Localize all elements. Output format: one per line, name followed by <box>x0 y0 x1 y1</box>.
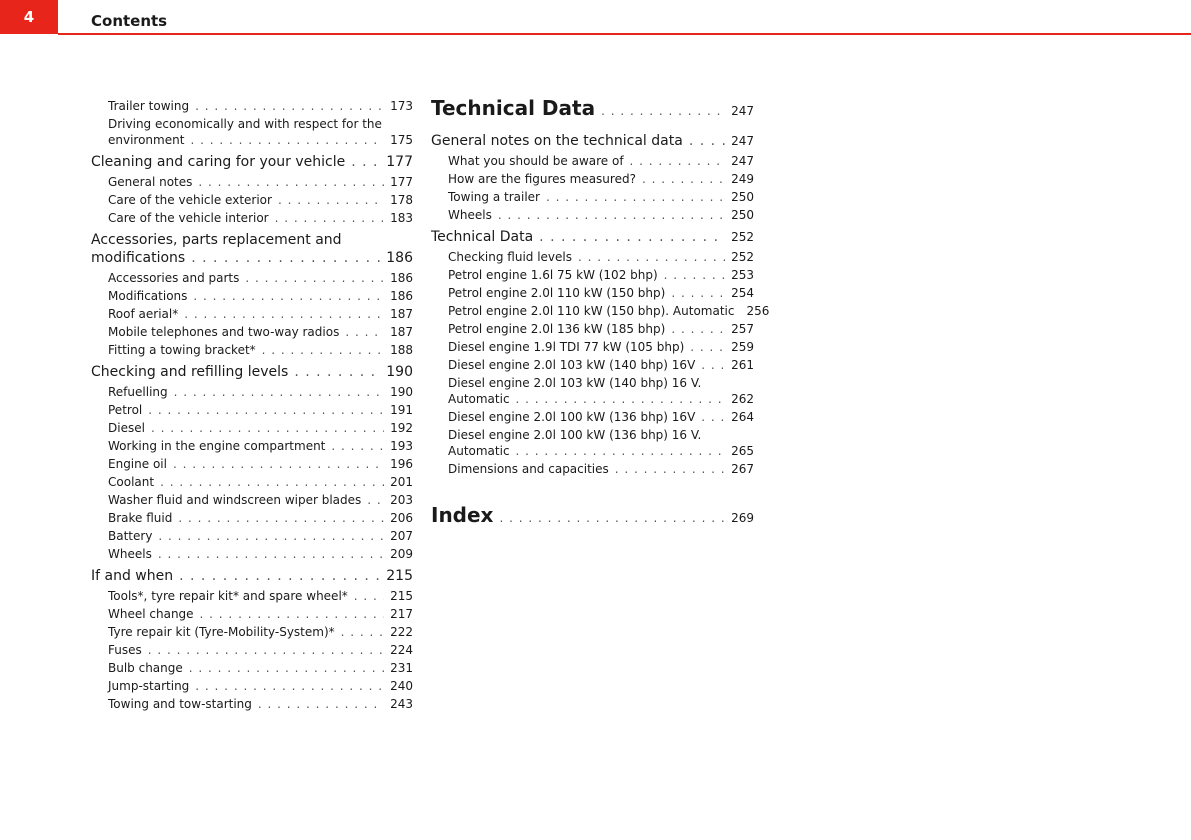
toc-entry[interactable] <box>108 193 413 207</box>
leader-dots <box>689 133 725 149</box>
toc-entry-label: Automatic <box>448 444 510 458</box>
toc-entry-page: 215 <box>390 589 413 603</box>
leader-dots <box>193 289 384 303</box>
toc-entry-label: Refuelling <box>108 385 168 399</box>
leader-dots <box>151 421 384 435</box>
toc-entry-label: General notes <box>108 175 193 189</box>
leader-dots <box>174 385 384 399</box>
toc-entry-label: Brake fluid <box>108 511 173 525</box>
toc-entry-page: 177 <box>390 175 413 189</box>
leader-dots <box>516 444 726 458</box>
toc-entry[interactable] <box>448 322 754 336</box>
leader-dots <box>178 511 384 525</box>
toc-entry[interactable] <box>448 376 754 390</box>
toc-section-page: 190 <box>386 364 413 380</box>
toc-entry-label: Wheels <box>448 208 492 222</box>
leader-dots <box>148 643 384 657</box>
leader-dots <box>615 462 725 476</box>
toc-entry[interactable] <box>448 444 754 458</box>
leader-dots <box>262 343 384 357</box>
leader-dots <box>539 229 725 245</box>
toc-entry-page: 207 <box>390 529 413 543</box>
leader-dots <box>701 358 725 372</box>
leader-dots <box>701 410 725 424</box>
leader-dots <box>546 190 725 204</box>
toc-entry-page: 186 <box>390 271 413 285</box>
leader-dots <box>195 99 384 113</box>
toc-entry[interactable] <box>108 661 413 675</box>
leader-dots <box>191 250 380 266</box>
toc-entry-label: Diesel engine 2.0l 100 kW (136 bhp) 16 V. <box>448 428 702 442</box>
toc-entry-page: 262 <box>731 392 754 406</box>
leader-dots <box>498 208 725 222</box>
toc-section-page: 215 <box>386 568 413 584</box>
toc-entry-label: Engine oil <box>108 457 167 471</box>
toc-chapter-label: Technical Data <box>431 96 596 120</box>
toc-entry-label: Diesel <box>108 421 145 435</box>
toc-entry[interactable] <box>108 325 413 339</box>
toc-entry[interactable] <box>108 385 413 399</box>
leader-dots <box>198 175 384 189</box>
toc-entry-page: 256 <box>746 304 770 318</box>
toc-entry[interactable] <box>108 421 413 435</box>
leader-dots <box>148 403 384 417</box>
toc-entry[interactable] <box>448 250 754 264</box>
toc-entry[interactable] <box>448 268 754 282</box>
toc-entry[interactable] <box>448 410 754 424</box>
leader-dots <box>245 271 384 285</box>
toc-entry-label: Mobile telephones and two-way radios <box>108 325 340 339</box>
toc-entry[interactable] <box>448 154 754 168</box>
toc-entry[interactable] <box>108 697 413 711</box>
toc-entry-label: Diesel engine 1.9l TDI 77 kW (105 bhp) <box>448 340 685 354</box>
toc-chapter-label: Index <box>431 503 494 527</box>
toc-entry-page: 257 <box>731 322 754 336</box>
toc-entry-page: 264 <box>731 410 754 424</box>
toc-entry-page: 259 <box>731 340 754 354</box>
toc-entry[interactable] <box>108 625 413 639</box>
toc-entry-page: 196 <box>390 457 413 471</box>
toc-section-label: If and when <box>91 568 174 584</box>
toc-entry-label: Diesel engine 2.0l 103 kW (140 bhp) 16V <box>448 358 696 372</box>
toc-entry[interactable] <box>108 211 413 225</box>
toc-entry-page: 183 <box>390 211 413 225</box>
toc-entry[interactable] <box>448 190 754 204</box>
toc-entry[interactable] <box>108 607 413 621</box>
toc-chapter[interactable] <box>431 96 754 120</box>
toc-entry-label: Towing a trailer <box>448 190 540 204</box>
leader-dots <box>690 340 725 354</box>
leader-dots <box>499 511 725 525</box>
toc-entry-page: 267 <box>731 462 754 476</box>
toc-entry-label: Tyre repair kit (Tyre-Mobility-System)* <box>108 625 335 639</box>
toc-entry[interactable] <box>448 208 754 222</box>
leader-dots <box>160 475 384 489</box>
header-title: Contents <box>91 12 168 30</box>
toc-entry[interactable] <box>108 289 413 303</box>
toc-entry-page: 203 <box>390 493 413 507</box>
toc-entry-page: 187 <box>390 307 413 321</box>
toc-entry-label: Wheels <box>108 547 152 561</box>
toc-entry[interactable] <box>108 589 413 603</box>
toc-entry-label: Petrol engine 1.6l 75 kW (102 bhp) <box>448 268 658 282</box>
header-rule <box>58 33 1191 35</box>
toc-entry-label: Petrol engine 2.0l 110 kW (150 bhp). Automatic <box>448 304 735 318</box>
leader-dots <box>664 268 725 282</box>
toc-entry[interactable] <box>448 286 754 300</box>
leader-dots <box>367 493 384 507</box>
leader-dots <box>190 133 384 147</box>
page-number-tab: 4 <box>0 0 58 34</box>
toc-entry-label: Washer fluid and windscreen wiper blades <box>108 493 362 507</box>
toc-entry[interactable] <box>108 511 413 525</box>
toc-section[interactable] <box>91 250 413 266</box>
toc-entry-page: 243 <box>390 697 413 711</box>
leader-dots <box>200 607 385 621</box>
toc-entry[interactable] <box>108 175 413 189</box>
toc-entry-page: 240 <box>390 679 413 693</box>
toc-entry-label: Accessories and parts <box>108 271 240 285</box>
toc-entry-page: 254 <box>731 286 754 300</box>
toc-section-page: 247 <box>731 134 754 148</box>
toc-section-label: Cleaning and caring for your vehicle <box>91 154 346 170</box>
toc-entry-label: Driving economically and with respect for the <box>108 117 382 131</box>
toc-entry-label: Petrol engine 2.0l 110 kW (150 bhp) <box>448 286 666 300</box>
toc-entry-label: Coolant <box>108 475 155 489</box>
leader-dots <box>278 193 384 207</box>
leader-dots <box>341 625 384 639</box>
leader-dots <box>258 697 384 711</box>
toc-entry-label: Petrol <box>108 403 143 417</box>
leader-dots <box>331 439 384 453</box>
toc-entry-label: Care of the vehicle interior <box>108 211 269 225</box>
toc-entry[interactable] <box>108 403 413 417</box>
toc-entry-page: 190 <box>390 385 413 399</box>
toc-entry-page: 191 <box>390 403 413 417</box>
toc-section-page: 252 <box>731 230 754 244</box>
toc-section-label: Checking and refilling levels <box>91 364 289 380</box>
toc-entry[interactable] <box>448 172 754 186</box>
toc-section[interactable] <box>431 133 754 149</box>
toc-entry-label: environment <box>108 133 185 147</box>
toc-entry[interactable] <box>108 475 413 489</box>
toc-entry-page: 231 <box>390 661 413 675</box>
toc-entry-page: 188 <box>390 343 413 357</box>
toc-entry-label: Towing and tow-starting <box>108 697 252 711</box>
toc-entry-page: 209 <box>390 547 413 561</box>
toc-entry[interactable] <box>108 457 413 471</box>
leader-dots <box>173 457 384 471</box>
toc-entry-label: Modifications <box>108 289 188 303</box>
leader-dots <box>516 392 726 406</box>
leader-dots <box>189 661 384 675</box>
leader-dots <box>601 104 725 118</box>
toc-section-page: 186 <box>386 250 413 266</box>
leader-dots <box>179 568 380 584</box>
toc-entry-label: Roof aerial* <box>108 307 179 321</box>
toc-entry-label: Working in the engine compartment <box>108 439 326 453</box>
toc-entry[interactable] <box>448 462 754 476</box>
toc-entry-page: 173 <box>390 99 413 113</box>
toc-section[interactable] <box>91 568 413 584</box>
toc-entry-page: 261 <box>731 358 754 372</box>
toc-entry[interactable] <box>108 343 413 357</box>
leader-dots <box>184 307 384 321</box>
toc-section-label: Accessories, parts replacement and <box>91 232 342 248</box>
leader-dots <box>671 322 725 336</box>
toc-entry[interactable] <box>448 340 754 354</box>
leader-dots <box>642 172 725 186</box>
toc-entry-label: Dimensions and capacities <box>448 462 609 476</box>
toc-entry-page: 175 <box>390 133 413 147</box>
toc-section[interactable] <box>431 229 754 245</box>
toc-entry-label: What you should be aware of <box>448 154 624 168</box>
toc-entry-page: 222 <box>390 625 413 639</box>
leader-dots <box>351 154 380 170</box>
toc-entry[interactable] <box>448 428 754 442</box>
toc-entry-label: Trailer towing <box>108 99 190 113</box>
toc-entry[interactable] <box>108 133 413 147</box>
toc-entry[interactable] <box>448 392 754 406</box>
toc-entry-page: 247 <box>731 154 754 168</box>
toc-entry-label: Wheel change <box>108 607 194 621</box>
toc-section-page: 177 <box>386 154 413 170</box>
toc-entry-page: 250 <box>731 190 754 204</box>
toc-entry-page: 253 <box>731 268 754 282</box>
toc-entry-page: 187 <box>390 325 413 339</box>
toc-entry[interactable] <box>108 643 413 657</box>
toc-section[interactable] <box>91 364 413 380</box>
toc-chapter-page: 247 <box>731 104 754 118</box>
toc-entry-label: How are the figures measured? <box>448 172 636 186</box>
toc-entry-label: Care of the vehicle exterior <box>108 193 272 207</box>
leader-dots <box>275 211 384 225</box>
toc-entry[interactable] <box>108 99 413 113</box>
toc-section-label: modifications <box>91 250 186 266</box>
toc-section-label: Technical Data <box>431 229 534 245</box>
leader-dots <box>354 589 384 603</box>
toc-chapter[interactable] <box>431 503 754 527</box>
toc-section[interactable] <box>91 232 413 248</box>
toc-entry-label: Checking fluid levels <box>448 250 573 264</box>
leader-dots <box>158 547 384 561</box>
toc-entry[interactable] <box>448 358 754 372</box>
toc-entry-label: Battery <box>108 529 153 543</box>
toc-section[interactable] <box>91 154 413 170</box>
toc-entry[interactable] <box>108 493 413 507</box>
leader-dots <box>671 286 725 300</box>
leader-dots <box>578 250 725 264</box>
toc-entry-page: 265 <box>731 444 754 458</box>
leader-dots <box>345 325 384 339</box>
toc-entry-page: 186 <box>390 289 413 303</box>
toc-entry[interactable] <box>108 271 413 285</box>
toc-entry-page: 250 <box>731 208 754 222</box>
toc-entry[interactable] <box>108 117 413 131</box>
toc-entry-page: 206 <box>390 511 413 525</box>
toc-entry-label: Diesel engine 2.0l 103 kW (140 bhp) 16 V. <box>448 376 702 390</box>
toc-entry-page: 249 <box>731 172 754 186</box>
toc-entry-page: 193 <box>390 439 413 453</box>
leader-dots <box>294 364 380 380</box>
page-header <box>0 0 1191 36</box>
toc-entry[interactable] <box>108 529 413 543</box>
toc-entry-label: Tools*, tyre repair kit* and spare wheel* <box>108 589 348 603</box>
leader-dots <box>158 529 384 543</box>
toc-entry-label: Automatic <box>448 392 510 406</box>
toc-entry[interactable] <box>448 304 770 318</box>
toc-entry[interactable] <box>108 547 413 561</box>
leader-dots <box>195 679 384 693</box>
toc-entry-page: 252 <box>731 250 754 264</box>
toc-chapter-page: 269 <box>731 511 754 525</box>
toc-entry[interactable] <box>108 307 413 321</box>
leader-dots <box>630 154 726 168</box>
toc-entry-label: Petrol engine 2.0l 136 kW (185 bhp) <box>448 322 666 336</box>
toc-entry-label: Fuses <box>108 643 142 657</box>
toc-entry-label: Fitting a towing bracket* <box>108 343 256 357</box>
toc-entry[interactable] <box>108 439 413 453</box>
toc-entry-label: Bulb change <box>108 661 183 675</box>
toc-entry-page: 201 <box>390 475 413 489</box>
toc-entry-page: 217 <box>390 607 413 621</box>
toc-entry-page: 224 <box>390 643 413 657</box>
toc-entry-page: 178 <box>390 193 413 207</box>
toc-section-label: General notes on the technical data <box>431 133 683 149</box>
toc-entry[interactable] <box>108 679 413 693</box>
toc-entry-label: Diesel engine 2.0l 100 kW (136 bhp) 16V <box>448 410 696 424</box>
toc-entry-page: 192 <box>390 421 413 435</box>
toc-entry-label: Jump-starting <box>108 679 190 693</box>
